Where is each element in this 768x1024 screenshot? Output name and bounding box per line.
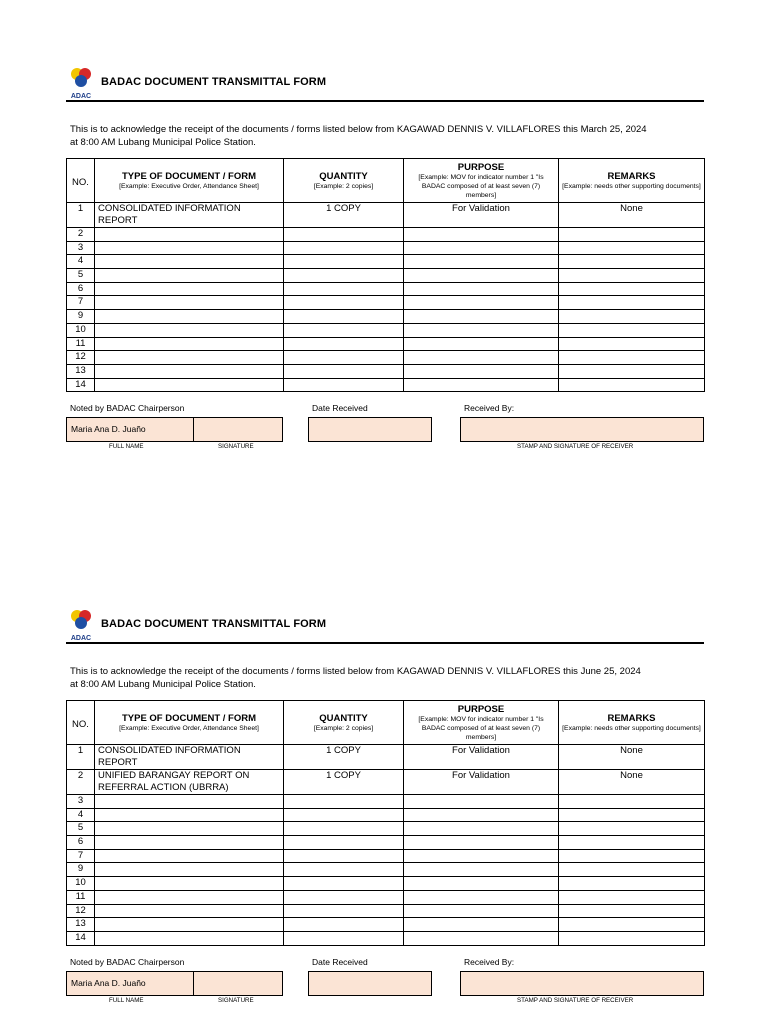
cell-quantity[interactable]: [284, 269, 404, 283]
cell-quantity[interactable]: 1 COPY: [284, 745, 404, 770]
cell-no: 4: [67, 255, 95, 269]
cell-document-type[interactable]: [95, 378, 284, 392]
documents-table: [66, 700, 705, 946]
cell-purpose[interactable]: [404, 836, 559, 850]
cell-purpose[interactable]: For Validation: [404, 203, 559, 228]
signature-section: [66, 957, 704, 1019]
full-name-caption: FULL NAME: [109, 443, 144, 451]
table-row: [67, 808, 705, 822]
cell-no: 10: [67, 323, 95, 337]
cell-no: 2: [67, 770, 95, 795]
chairperson-name: Maria Ana D. Juaño: [71, 977, 146, 988]
table-row: [67, 863, 705, 877]
cell-quantity[interactable]: [284, 931, 404, 945]
col-header-purpose: PURPOSE [Example: MOV for indicator number 1 "Is BADAC composed of at least seven (7) members]: [404, 159, 559, 203]
cell-purpose[interactable]: [404, 904, 559, 918]
cell-quantity[interactable]: [284, 849, 404, 863]
cell-remarks[interactable]: [559, 337, 705, 351]
signature-caption: SIGNATURE: [218, 443, 254, 451]
table-row: [67, 890, 705, 904]
cell-no: 6: [67, 282, 95, 296]
cell-quantity[interactable]: [284, 795, 404, 809]
table-row: [67, 836, 705, 850]
cell-remarks[interactable]: [559, 918, 705, 932]
full-name-caption: FULL NAME: [109, 996, 144, 1004]
cell-purpose[interactable]: [404, 269, 559, 283]
cell-quantity[interactable]: [284, 364, 404, 378]
cell-purpose[interactable]: [404, 863, 559, 877]
table-row: [67, 918, 705, 932]
cell-document-type[interactable]: CONSOLIDATED INFORMATION REPORT: [95, 203, 284, 228]
cell-document-type[interactable]: [95, 918, 284, 932]
cell-quantity[interactable]: [284, 918, 404, 932]
cell-remarks[interactable]: [559, 890, 705, 904]
cell-remarks[interactable]: [559, 364, 705, 378]
col-header-type: TYPE OF DOCUMENT / FORM [Example: Executive Order, Attendance Sheet]: [95, 701, 284, 745]
cell-no: 12: [67, 904, 95, 918]
table-row: [67, 849, 705, 863]
cell-purpose[interactable]: [404, 228, 559, 242]
cell-purpose[interactable]: [404, 323, 559, 337]
table-row: [67, 351, 705, 365]
cell-remarks[interactable]: [559, 282, 705, 296]
cell-remarks[interactable]: [559, 863, 705, 877]
cell-no: 9: [67, 310, 95, 324]
transmittal-form-1: [66, 64, 704, 465]
cell-document-type[interactable]: [95, 931, 284, 945]
cell-purpose[interactable]: [404, 890, 559, 904]
cell-quantity[interactable]: [284, 255, 404, 269]
cell-quantity[interactable]: [284, 310, 404, 324]
cell-quantity[interactable]: [284, 228, 404, 242]
cell-remarks[interactable]: [559, 808, 705, 822]
cell-remarks[interactable]: [559, 228, 705, 242]
table-row: [67, 337, 705, 351]
cell-remarks[interactable]: [559, 378, 705, 392]
cell-purpose[interactable]: For Validation: [404, 770, 559, 795]
received-by-label: Received By:: [464, 403, 515, 414]
documents-table: [66, 158, 705, 392]
cell-document-type[interactable]: [95, 822, 284, 836]
chairperson-name-field[interactable]: [66, 417, 283, 442]
table-row: [67, 282, 705, 296]
cell-remarks[interactable]: None: [559, 203, 705, 228]
col-header-no: NO.: [67, 159, 95, 203]
cell-quantity[interactable]: [284, 296, 404, 310]
name-signature-divider: [193, 418, 194, 441]
acknowledgement-text: This is to acknowledge the receipt of the documents / forms listed below from KAGAWAD DENNIS V. VILLAFLORES this March 25, 2024 at 8:00 AM Lubang Municipal Police Station.: [70, 124, 647, 148]
cell-remarks[interactable]: [559, 255, 705, 269]
cell-purpose[interactable]: [404, 241, 559, 255]
cell-no: 13: [67, 364, 95, 378]
col-header-quantity: QUANTITY [Example: 2 copies]: [284, 159, 404, 203]
badac-logo-icon: [66, 606, 96, 642]
receiver-caption: STAMP AND SIGNATURE OF RECEIVER: [517, 443, 634, 451]
cell-no: 14: [67, 378, 95, 392]
noted-by-label: Noted by BADAC Chairperson: [70, 956, 185, 967]
cell-remarks[interactable]: [559, 904, 705, 918]
cell-document-type[interactable]: [95, 890, 284, 904]
col-header-no: NO.: [67, 701, 95, 745]
chairperson-name: Maria Ana D. Juaño: [71, 424, 146, 435]
table-row: [67, 296, 705, 310]
cell-document-type[interactable]: [95, 255, 284, 269]
cell-document-type[interactable]: [95, 323, 284, 337]
col-header-type: TYPE OF DOCUMENT / FORM [Example: Executive Order, Attendance Sheet]: [95, 159, 284, 203]
cell-document-type[interactable]: [95, 863, 284, 877]
cell-remarks[interactable]: [559, 877, 705, 891]
cell-quantity[interactable]: [284, 337, 404, 351]
cell-quantity[interactable]: [284, 323, 404, 337]
cell-document-type[interactable]: [95, 228, 284, 242]
chairperson-name-field[interactable]: [66, 971, 283, 996]
cell-document-type[interactable]: [95, 351, 284, 365]
cell-no: 13: [67, 918, 95, 932]
cell-document-type[interactable]: [95, 282, 284, 296]
table-row: [67, 323, 705, 337]
cell-no: 3: [67, 795, 95, 809]
cell-remarks[interactable]: [559, 241, 705, 255]
cell-document-type[interactable]: [95, 364, 284, 378]
cell-purpose[interactable]: [404, 351, 559, 365]
cell-purpose[interactable]: [404, 822, 559, 836]
table-row: [67, 795, 705, 809]
cell-no: 14: [67, 931, 95, 945]
cell-remarks[interactable]: [559, 795, 705, 809]
col-header-purpose: PURPOSE [Example: MOV for indicator number 1 "Is BADAC composed of at least seven (7) members]: [404, 701, 559, 745]
signature-section: [66, 403, 704, 465]
cell-remarks[interactable]: None: [559, 770, 705, 795]
table-row: [67, 228, 705, 242]
svg-text:ADAC: ADAC: [70, 635, 92, 642]
cell-purpose[interactable]: [404, 364, 559, 378]
cell-document-type[interactable]: [95, 849, 284, 863]
cell-remarks[interactable]: [559, 269, 705, 283]
cell-remarks[interactable]: [559, 310, 705, 324]
cell-quantity[interactable]: [284, 241, 404, 255]
receiver-signature-field[interactable]: [460, 417, 704, 442]
cell-document-type[interactable]: UNIFIED BARANGAY REPORT ON REFERRAL ACTION (UBRRA): [95, 770, 284, 795]
table-row: [67, 364, 705, 378]
cell-purpose[interactable]: [404, 877, 559, 891]
cell-document-type[interactable]: [95, 904, 284, 918]
table-row: [67, 770, 705, 795]
table-row: [67, 378, 705, 392]
col-header-remarks: REMARKS [Example: needs other supporting documents]: [559, 701, 705, 745]
cell-purpose[interactable]: [404, 808, 559, 822]
form-header: [66, 606, 704, 644]
svg-text:ADAC: ADAC: [70, 93, 92, 100]
cell-remarks[interactable]: [559, 836, 705, 850]
table-row: [67, 745, 705, 770]
cell-document-type[interactable]: [95, 808, 284, 822]
table-header-row: [67, 159, 705, 203]
acknowledgement-text: This is to acknowledge the receipt of the documents / forms listed below from KAGAWAD DENNIS V. VILLAFLORES this June 25, 2024 at 8:00 AM Lubang Municipal Police Station.: [70, 666, 641, 690]
table-row: [67, 822, 705, 836]
cell-remarks[interactable]: [559, 931, 705, 945]
table-row: [67, 241, 705, 255]
transmittal-form-2: [66, 606, 704, 1019]
cell-purpose[interactable]: [404, 849, 559, 863]
cell-purpose[interactable]: [404, 378, 559, 392]
cell-document-type[interactable]: [95, 337, 284, 351]
cell-quantity[interactable]: 1 COPY: [284, 203, 404, 228]
date-received-label: Date Received: [312, 956, 368, 967]
cell-no: 1: [67, 203, 95, 228]
cell-no: 7: [67, 849, 95, 863]
cell-purpose[interactable]: [404, 931, 559, 945]
table-row: [67, 310, 705, 324]
cell-no: 5: [67, 822, 95, 836]
signature-caption: SIGNATURE: [218, 996, 254, 1004]
cell-remarks[interactable]: [559, 296, 705, 310]
date-received-field[interactable]: [308, 971, 432, 996]
cell-document-type[interactable]: [95, 795, 284, 809]
cell-document-type[interactable]: CONSOLIDATED INFORMATION REPORT: [95, 745, 284, 770]
cell-purpose[interactable]: [404, 310, 559, 324]
cell-no: 5: [67, 269, 95, 283]
cell-remarks[interactable]: [559, 323, 705, 337]
cell-quantity[interactable]: [284, 877, 404, 891]
cell-purpose[interactable]: For Validation: [404, 745, 559, 770]
cell-document-type[interactable]: [95, 836, 284, 850]
cell-purpose[interactable]: [404, 296, 559, 310]
cell-no: 11: [67, 890, 95, 904]
cell-no: 10: [67, 877, 95, 891]
cell-document-type[interactable]: [95, 310, 284, 324]
cell-quantity[interactable]: [284, 282, 404, 296]
table-row: [67, 269, 705, 283]
cell-no: 3: [67, 241, 95, 255]
cell-no: 4: [67, 808, 95, 822]
cell-remarks[interactable]: [559, 351, 705, 365]
badac-logo-icon: [66, 64, 96, 100]
cell-quantity[interactable]: [284, 378, 404, 392]
cell-remarks[interactable]: None: [559, 745, 705, 770]
date-received-field[interactable]: [308, 417, 432, 442]
cell-quantity[interactable]: [284, 904, 404, 918]
cell-quantity[interactable]: [284, 808, 404, 822]
cell-remarks[interactable]: [559, 849, 705, 863]
cell-quantity[interactable]: [284, 836, 404, 850]
table-row: [67, 904, 705, 918]
cell-no: 12: [67, 351, 95, 365]
cell-document-type[interactable]: [95, 269, 284, 283]
noted-by-label: Noted by BADAC Chairperson: [70, 403, 185, 414]
table-header-row: [67, 701, 705, 745]
table-row: [67, 203, 705, 228]
table-row: [67, 877, 705, 891]
cell-quantity[interactable]: [284, 822, 404, 836]
table-row: [67, 931, 705, 945]
cell-document-type[interactable]: [95, 241, 284, 255]
receiver-signature-field[interactable]: [460, 971, 704, 996]
cell-no: 7: [67, 296, 95, 310]
table-row: [67, 255, 705, 269]
cell-no: 6: [67, 836, 95, 850]
cell-quantity[interactable]: [284, 863, 404, 877]
cell-document-type[interactable]: [95, 296, 284, 310]
form-header: [66, 64, 704, 102]
col-header-quantity: QUANTITY [Example: 2 copies]: [284, 701, 404, 745]
cell-purpose[interactable]: [404, 795, 559, 809]
received-by-label: Received By:: [464, 956, 515, 967]
cell-document-type[interactable]: [95, 877, 284, 891]
col-header-remarks: REMARKS [Example: needs other supporting documents]: [559, 159, 705, 203]
cell-purpose[interactable]: [404, 282, 559, 296]
date-received-label: Date Received: [312, 403, 368, 414]
cell-quantity[interactable]: [284, 890, 404, 904]
form-title: BADAC DOCUMENT TRANSMITTAL FORM: [101, 618, 327, 630]
cell-remarks[interactable]: [559, 822, 705, 836]
cell-purpose[interactable]: [404, 255, 559, 269]
receiver-caption: STAMP AND SIGNATURE OF RECEIVER: [517, 996, 634, 1004]
cell-no: 11: [67, 337, 95, 351]
cell-quantity[interactable]: 1 COPY: [284, 770, 404, 795]
cell-purpose[interactable]: [404, 337, 559, 351]
cell-no: 9: [67, 863, 95, 877]
cell-no: 1: [67, 745, 95, 770]
cell-quantity[interactable]: [284, 351, 404, 365]
name-signature-divider: [193, 972, 194, 995]
form-title: BADAC DOCUMENT TRANSMITTAL FORM: [101, 76, 327, 88]
cell-purpose[interactable]: [404, 918, 559, 932]
cell-no: 2: [67, 228, 95, 242]
